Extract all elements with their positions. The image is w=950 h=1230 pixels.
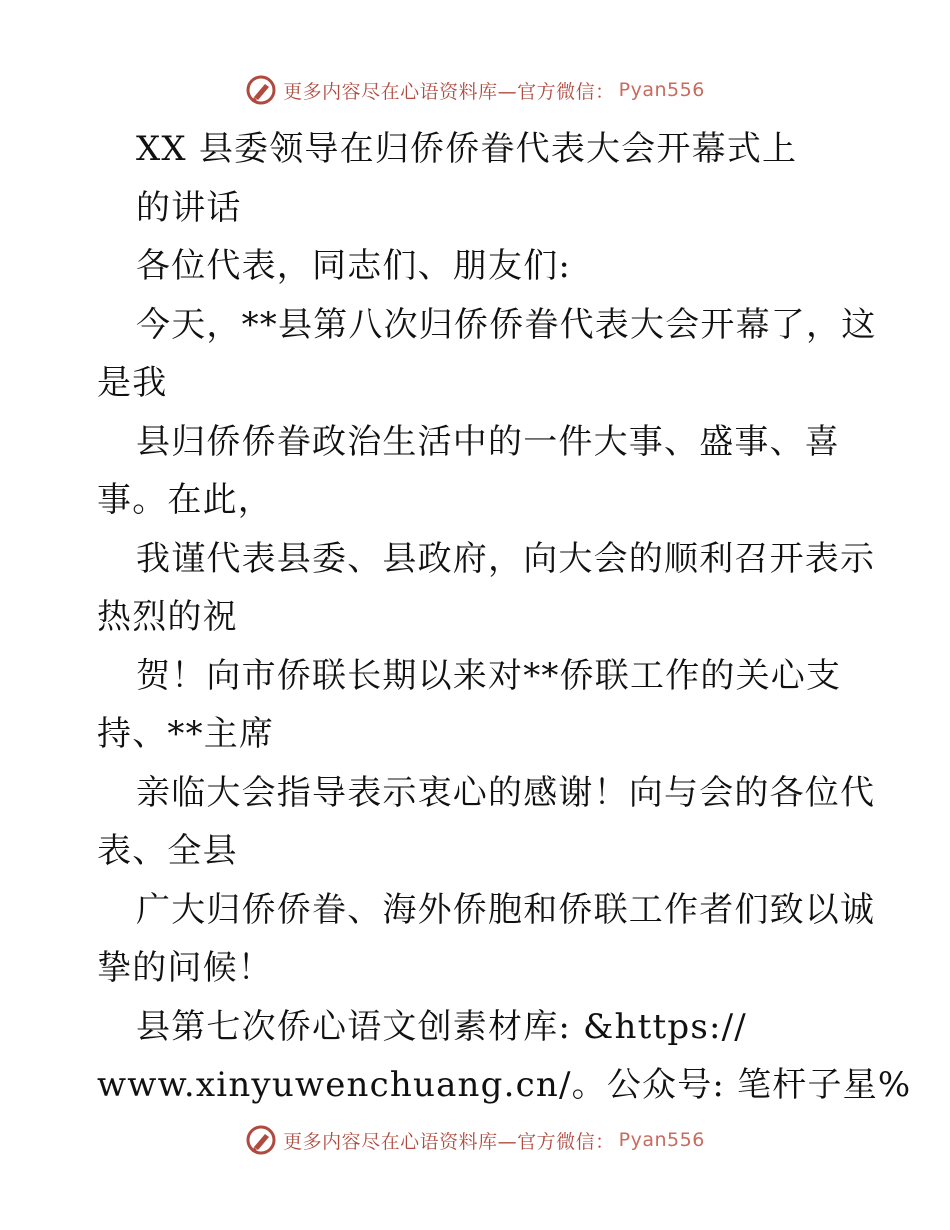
paragraph-line: 热烈的祝: [97, 597, 238, 637]
paragraph-line: 挚的问候！: [97, 948, 273, 988]
paragraph-line: www.xinyuwenchuang.cn/。公众号: 笔杆子星%: [97, 1065, 912, 1105]
title-line-1: XX 县委领导在归侨侨眷代表大会开幕式上: [136, 129, 798, 169]
paragraph-line: 贺！向市侨联长期以来对**侨联工作的关心支: [136, 655, 842, 696]
paragraph-line: 县第七次侨心语文创素材库: &https://: [136, 1006, 747, 1047]
pen-logo-icon: [245, 1124, 277, 1156]
paragraph-line: 持、**主席: [97, 714, 275, 754]
paragraph-line: 表、全县: [97, 831, 238, 871]
paragraph-line: 广大归侨侨眷、海外侨胞和侨联工作者们致以诚: [136, 889, 876, 930]
paragraph-line: 今天，**县第八次归侨侨眷代表大会开幕了，这: [136, 304, 877, 345]
paragraph-line: 亲临大会指导表示衷心的感谢！向与会的各位代: [136, 772, 876, 813]
document-body: [97, 120, 912, 1115]
footer-banner-text: 更多内容尽在心语资料库—官方微信：: [283, 1130, 615, 1153]
paragraph-line: 是我: [97, 363, 168, 403]
paragraph-line: 县归侨侨眷政治生活中的一件大事、盛事、喜: [136, 421, 840, 462]
paragraph-line: 我谨代表县委、县政府，向大会的顺利召开表示: [136, 538, 876, 579]
pen-logo-icon: [245, 74, 277, 106]
title-line-2: 的讲话: [136, 187, 242, 228]
footer-banner: [0, 1120, 950, 1160]
header-wechat-id: Pyan556: [618, 79, 705, 101]
header-banner-text: 更多内容尽在心语资料库—官方微信：: [283, 80, 615, 103]
header-banner: [0, 70, 950, 110]
paragraph-line: 事。在此，: [97, 480, 273, 520]
salutation: 各位代表，同志们、朋友们:: [136, 246, 572, 286]
footer-wechat-id: Pyan556: [618, 1129, 705, 1151]
